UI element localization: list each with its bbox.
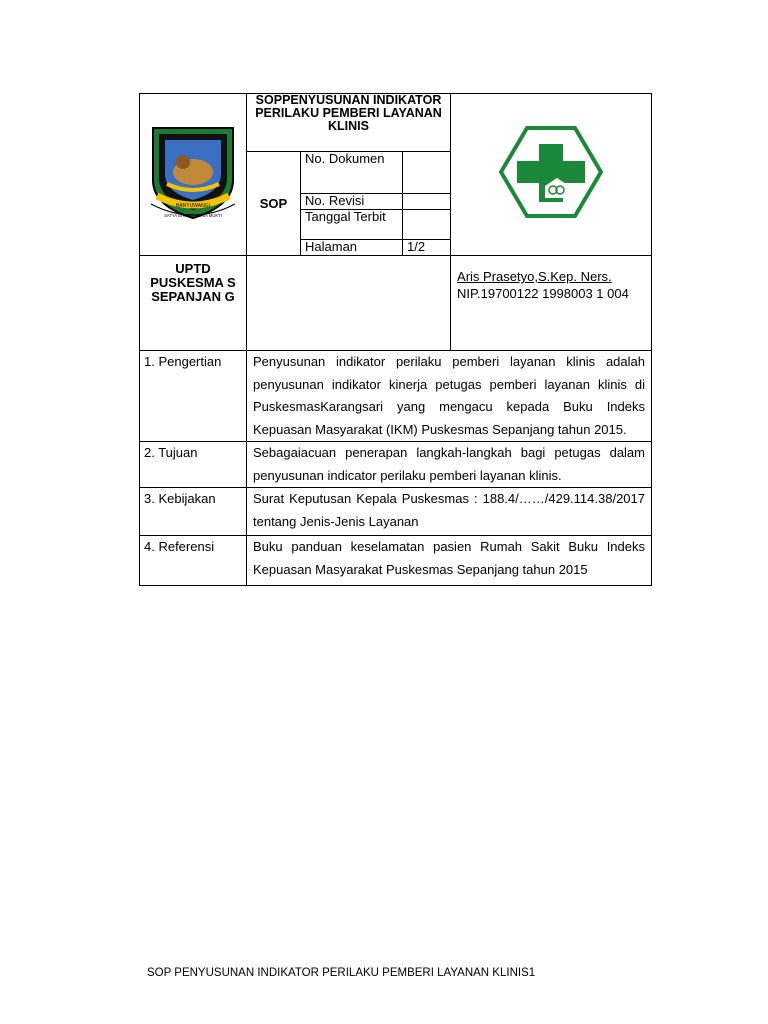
document-title: SOPPENYUSUNAN INDIKATOR PERILAKU PEMBERI LAYANAN KLINIS xyxy=(247,94,451,152)
left-logo-cell xyxy=(140,94,247,256)
organization-name: UPTD PUSKESMA S SEPANJAN G xyxy=(140,256,247,351)
meta-value-page: 1/2 xyxy=(403,240,451,256)
sections-table xyxy=(139,350,652,586)
meta-value-revision xyxy=(403,194,451,210)
table-row xyxy=(140,442,652,488)
signature-block xyxy=(451,256,652,351)
section-text: Sebagaiacuan penerapan langkah-langkah bagi petugas dalam penyusunan indicator perilaku pemberi layanan klinis. xyxy=(247,442,652,488)
meta-label-page: Halaman xyxy=(301,240,403,256)
meta-label-doc-number: No. Dokumen xyxy=(301,152,403,194)
blank-cell xyxy=(247,256,451,351)
meta-label-issue-date: Tanggal Terbit xyxy=(301,210,403,240)
sop-label: SOP xyxy=(247,152,301,256)
signer-name: Aris Prasetyo,S.Kep. Ners. xyxy=(457,269,612,284)
puskesmas-cross-icon xyxy=(499,126,603,218)
section-text: Buku panduan keselamatan pasien Rumah Sakit Buku Indeks Kepuasan Masyarakat Puskesmas Sepanjang tahun 2015 xyxy=(247,536,652,586)
section-text: Penyusunan indikator perilaku pemberi layanan klinis adalah penyusunan indikator kinerja petugas pemberi layanan klinis di PuskesmasKarangsari yang mengacu kepada Buku Indeks Kepuasan Masyarakat (IKM) Puskesmas Sepanjang tahun 2015. xyxy=(247,351,652,442)
section-label: 4. Referensi xyxy=(140,536,247,586)
section-label: 3. Kebijakan xyxy=(140,488,247,536)
page-footer: SOP PENYUSUNAN INDIKATOR PERILAKU PEMBERI LAYANAN KLINIS1 xyxy=(147,967,536,979)
sop-document xyxy=(139,93,651,586)
header-table xyxy=(139,93,652,351)
motto-text: BANYUWANGI xyxy=(176,203,210,209)
motto-caption: SATYA BHAKTI PRAJA MUKTI xyxy=(164,213,222,218)
table-row xyxy=(140,536,652,586)
section-text: Surat Keputusan Kepala Puskesmas : 188.4/……/429.114.38/2017 tentang Jenis-Jenis Layanan xyxy=(247,488,652,536)
section-label: 2. Tujuan xyxy=(140,442,247,488)
right-logo-cell xyxy=(451,94,652,256)
regency-crest-icon xyxy=(147,122,239,222)
meta-label-revision: No. Revisi xyxy=(301,194,403,210)
table-row xyxy=(140,488,652,536)
section-label: 1. Pengertian xyxy=(140,351,247,442)
meta-value-issue-date xyxy=(403,210,451,240)
table-row xyxy=(140,351,652,442)
signer-nip: NIP.19700122 1998003 1 004 xyxy=(457,286,629,301)
meta-value-doc-number xyxy=(403,152,451,194)
